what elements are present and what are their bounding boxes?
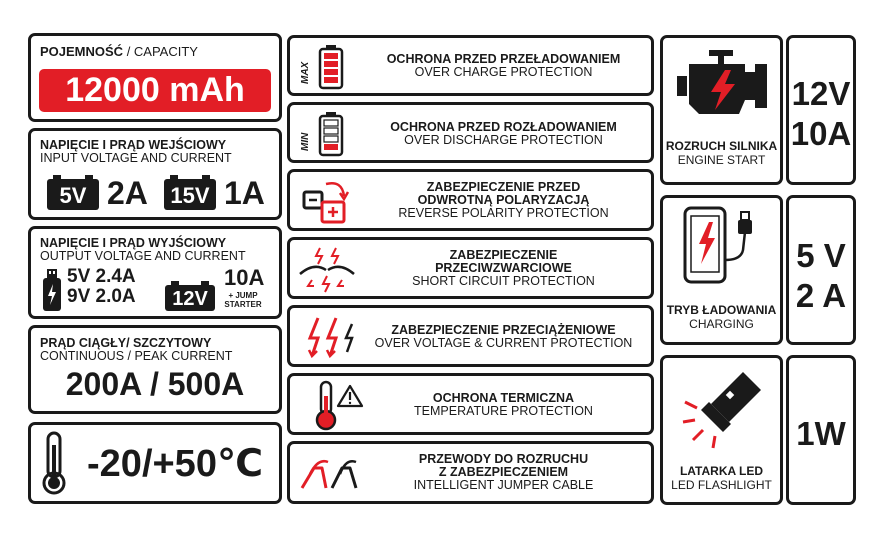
output-usb-2: 9V 2.0A: [67, 286, 136, 307]
output-panel: [28, 226, 282, 319]
protection-short-circuit: [287, 237, 654, 299]
overload-title-en: OVER VOLTAGE & CURRENT PROTECTION: [374, 336, 633, 350]
capacity-value-badge: [39, 69, 271, 112]
overload-title-pl: ZABEZPIECZENIE PRZECIĄŻENIOWE: [391, 323, 616, 337]
feature-flashlight: [660, 355, 783, 505]
protection-jumper-cable: [287, 441, 654, 504]
protection-thermal: [287, 373, 654, 435]
capacity-label: [40, 44, 198, 59]
usb-plug-icon: [41, 267, 63, 313]
input-label-pl: NAPIĘCIE I PRĄD WEJŚCIOWY: [40, 138, 227, 152]
temperature-value: -20/+50℃: [87, 443, 263, 485]
current-label-pl: PRĄD CIĄGŁY/ SZCZYTOWY: [40, 336, 212, 350]
output-jump-battery-badge: [165, 285, 215, 311]
input-voltage-2: 15V: [170, 183, 210, 208]
overdischarge-title-pl: OCHRONA PRZED ROZŁADOWANIEM: [390, 120, 617, 134]
capacity-label-en: CAPACITY: [133, 44, 198, 59]
current-label-en: CONTINUOUS / PEAK CURRENT: [40, 349, 233, 363]
short-circuit-icon: [296, 244, 358, 296]
flashlight-power: 1W: [796, 415, 846, 452]
engine-start-current: 10A: [790, 115, 852, 152]
capacity-panel: [28, 33, 282, 122]
reverse-polarity-icon: [298, 178, 356, 226]
current-panel: [28, 325, 282, 414]
short-circuit-title-en: SHORT CIRCUIT PROTECTION: [412, 274, 595, 288]
thermal-title-pl: OCHRONA TERMICZNA: [432, 391, 575, 405]
input-panel: [28, 128, 282, 220]
feature-charging-spec: [786, 195, 856, 345]
output-label-en: OUTPUT VOLTAGE AND CURRENT: [40, 249, 246, 263]
thermometer-icon: [39, 431, 69, 497]
output-usb-1: 5V 2.4A: [67, 266, 136, 287]
reverse-polarity-title-pl-1: ZABEZPIECZENIE PRZED: [426, 180, 581, 194]
jumper-clamp-icon: [298, 452, 362, 494]
output-jump-current: 10A: [224, 265, 265, 290]
output-jump-voltage: 12V: [172, 288, 208, 310]
jumper-cable-title-en: INTELLIGENT JUMPER CABLE: [413, 478, 594, 492]
engine-start-title-pl: ROZRUCH SILNIKA: [665, 139, 778, 153]
protection-reverse-polarity: [287, 169, 654, 231]
capacity-label-pl: POJEMNOŚĆ: [40, 44, 124, 59]
charging-title-en: CHARGING: [689, 317, 754, 331]
capacity-label-sep: /: [123, 44, 134, 59]
lightning-icon: [304, 316, 356, 358]
input-current-1: 2A: [107, 175, 148, 211]
overcharge-title-pl: OCHRONA PRZED PRZEŁADOWANIEM: [386, 52, 621, 66]
output-jump-note-2: STARTER: [224, 300, 262, 309]
input-current-2: 1A: [224, 175, 265, 211]
charging-current: 2 A: [795, 277, 847, 314]
capacity-value: 12000 mAh: [65, 71, 245, 109]
output-jump-note-1: + JUMP: [228, 291, 258, 300]
thermometer-warning-icon: [312, 380, 364, 432]
thermal-title-en: TEMPERATURE PROTECTION: [414, 404, 593, 418]
jumper-cable-title-pl-2: Z ZABEZPIECZENIEM: [438, 465, 569, 479]
flashlight-title-pl: LATARKA LED: [679, 464, 764, 478]
feature-flashlight-spec: [786, 355, 856, 505]
reverse-polarity-title-pl-2: ODWROTNĄ POLARYZACJĄ: [417, 193, 590, 207]
charging-title-pl: TRYB ŁADOWANIA: [666, 303, 777, 317]
overdischarge-title-en: OVER DISCHARGE PROTECTION: [404, 133, 603, 147]
engine-start-title-en: ENGINE START: [677, 153, 766, 167]
output-label-pl: NAPIĘCIE I PRĄD WYJŚCIOWY: [40, 236, 227, 250]
current-value: 200A / 500A: [65, 366, 245, 402]
engine-icon: [675, 48, 769, 120]
protection-overload: [287, 305, 654, 367]
input-dc-battery-badge: [164, 179, 216, 210]
feature-engine-start: [660, 35, 783, 185]
flashlight-title-en: LED FLASHLIGHT: [671, 478, 772, 492]
battery-low-icon: [318, 111, 344, 157]
charging-voltage: 5 V: [796, 237, 846, 274]
protection-overdischarge: [287, 102, 654, 163]
min-label: MIN: [300, 132, 311, 151]
input-usb-battery-badge: [47, 179, 99, 210]
temperature-panel: [28, 422, 282, 504]
protection-overcharge: [287, 35, 654, 96]
feature-engine-start-spec: [786, 35, 856, 185]
engine-start-voltage: 12V: [791, 75, 851, 112]
short-circuit-title-pl-2: PRZECIWZWARCIOWE: [435, 261, 572, 275]
input-voltage-1: 5V: [59, 183, 87, 208]
feature-charging: [660, 195, 783, 345]
flashlight-icon: [681, 368, 767, 452]
phone-charging-icon: [677, 206, 771, 286]
jumper-cable-title-pl-1: PRZEWODY DO ROZRUCHU: [418, 452, 589, 466]
battery-full-icon: [318, 44, 344, 90]
reverse-polarity-title-en: REVERSE POLARITY PROTECTION: [398, 206, 609, 220]
short-circuit-title-pl-1: ZABEZPIECZENIE: [449, 248, 558, 262]
input-label-en: INPUT VOLTAGE AND CURRENT: [40, 151, 232, 165]
overcharge-title-en: OVER CHARGE PROTECTION: [414, 65, 593, 79]
max-label: MAX: [300, 61, 311, 84]
